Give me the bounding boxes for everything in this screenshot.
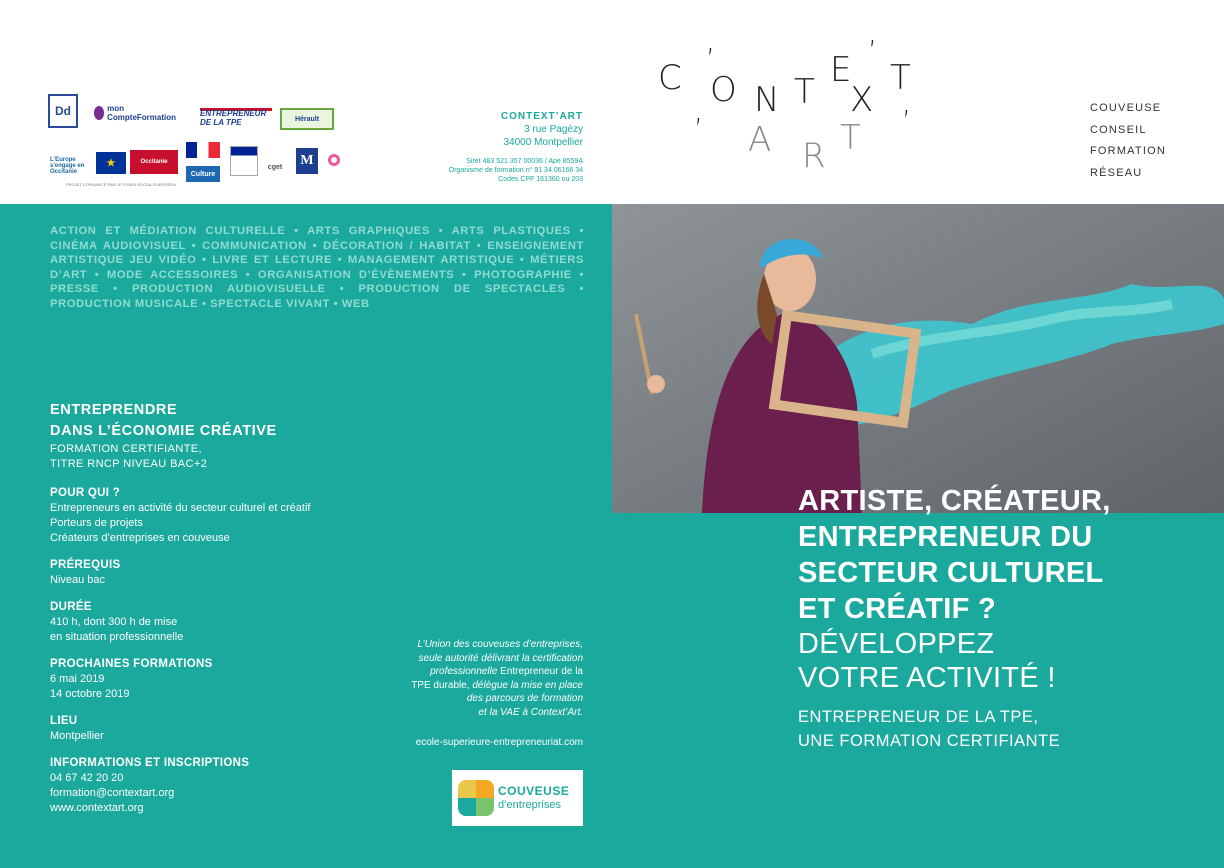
herault-logo: Hérault	[280, 108, 334, 130]
headline-line: ARTISTE, CRÉATEUR,	[798, 485, 1111, 517]
entrepreneur-tpe-logo: ENTREPRENEUR DE LA TPE	[200, 108, 272, 124]
logo-letter: R	[802, 136, 826, 176]
couveuse-logo	[452, 770, 583, 826]
sector-keywords: ACTION ET MÉDIATION CULTURELLE • ARTS GRAPHIQUES • ARTS PLASTIQUES • CINÉMA AUDIOVISUEL • COMMUNICATION • DÉCORATION / HABITAT • ENSEIGNEMENT ARTISTIQUE JEU VIDÉO • LIVRE ET LECTURE • MANAGEMENT ARTISTIQUE • MÉTIERS D’ART • MODE ACCESSOIRES • ORGANISATION D’ÉVÈNEMENTS • PHOTOGRAPHIE • PRESSE • PRODUCTION AUDIOVISUELLE • PRODUCTION DE SPECTACLES • PRODUCTION MUSICALE • SPECTACLE VIVANT • WEB	[50, 225, 584, 310]
contextart-logo	[654, 34, 924, 190]
headline-line: SECTEUR CULTUREL	[798, 557, 1104, 589]
union-statement	[360, 638, 583, 749]
union-line: L’Union des couveuses d’entreprises,	[417, 639, 583, 650]
logo-letter: N	[754, 80, 780, 120]
training-info	[50, 400, 370, 828]
lieu-section	[50, 714, 370, 744]
section-heading: LIEU	[50, 715, 78, 727]
service-item: COUVEUSE	[1090, 102, 1162, 114]
montpellier-metropole-icon	[328, 154, 340, 166]
union-website: ecole-superieure-entrepreneuriat.com	[415, 736, 583, 748]
headline-line: UNE FORMATION CERTIFIANTE	[798, 732, 1061, 750]
republique-francaise-logo	[186, 142, 220, 158]
headline-line: ET CRÉATIF ?	[798, 593, 996, 625]
header-band	[0, 0, 1224, 204]
artist-photo	[612, 204, 1224, 513]
section-text: 410 h, dont 300 h de mise	[50, 616, 178, 628]
service-item: CONSEIL	[1090, 123, 1147, 136]
logo-apostrophe: ’	[902, 104, 911, 137]
pour-qui-section	[50, 486, 370, 546]
prochaines-section	[50, 657, 370, 702]
codes-cpf: Codes CPF 161360 ou 203	[498, 176, 583, 183]
couveuse-line: COUVEUSE	[498, 784, 570, 798]
eu-flag-icon: ★	[96, 152, 126, 174]
section-text: Niveau bac	[50, 574, 106, 586]
section-text: en situation professionnelle	[50, 631, 184, 643]
session-date: 6 mai 2019	[50, 673, 105, 685]
couveuse-line: d’entreprises	[498, 799, 561, 811]
subtitle-line: FORMATION CERTIFIANTE,	[50, 443, 203, 455]
logo-letter: T	[840, 118, 861, 158]
headline-bold	[798, 483, 1198, 627]
compteformation-logo	[94, 102, 176, 124]
list-item: Créateurs d’entreprises en couveuse	[50, 532, 230, 544]
logo-apostrophe: ’	[706, 42, 715, 75]
legal-info	[449, 157, 583, 184]
service-item: FORMATION	[1090, 145, 1166, 157]
session-date: 14 octobre 2019	[50, 688, 130, 700]
union-line: professionnelle	[430, 666, 498, 678]
montpellier-logo: M	[296, 148, 318, 174]
service-item: RÉSEAU	[1090, 166, 1143, 179]
section-heading: POUR QUI ?	[50, 487, 121, 499]
logo-letter: O	[710, 70, 737, 110]
left-panel	[0, 204, 612, 868]
services-list	[1090, 98, 1166, 184]
address-block	[449, 110, 583, 184]
headline-line: VOTRE ACTIVITÉ !	[798, 662, 1056, 694]
logo-letter: A	[748, 120, 772, 160]
section-heading: PROCHAINES FORMATIONS	[50, 658, 213, 670]
headline-line: ENTREPRENEUR DU	[798, 521, 1093, 553]
section-heading: DURÉE	[50, 601, 92, 613]
section-heading: INFORMATIONS ET INSCRIPTIONS	[50, 757, 250, 769]
website: www.contextart.org	[50, 802, 144, 814]
contact-section	[50, 756, 370, 816]
headline-light	[798, 627, 1198, 695]
logo-letter: C	[658, 58, 682, 98]
org-name: CONTEXT’ART	[500, 111, 583, 122]
artist-hand	[647, 375, 665, 393]
city: 34000 Montpellier	[503, 137, 583, 148]
occitanie-logo: Occitanie	[130, 150, 178, 174]
union-line: des parcours de formation	[466, 693, 583, 705]
logo-letter: X	[850, 80, 874, 120]
logo-letter: E	[830, 50, 852, 90]
email: formation@contextart.org	[50, 787, 175, 799]
headline	[798, 483, 1198, 753]
list-item: Porteurs de projets	[50, 517, 143, 529]
phone: 04 67 42 20 20	[50, 772, 124, 784]
partner-logos	[44, 90, 344, 190]
section-text: Montpellier	[50, 730, 104, 742]
training-subtitle	[50, 442, 370, 472]
couveuse-text	[498, 784, 569, 812]
cpf-label: mon CompteFormation	[107, 104, 176, 122]
cget-logo: cget	[267, 163, 283, 171]
logo-letter: T	[794, 72, 815, 112]
section-heading: PRÉREQUIS	[50, 559, 121, 571]
siret: Siret 483 521 357 00036 / Ape 8559A	[466, 158, 583, 165]
headline-line: DÉVELOPPEZ	[798, 628, 995, 660]
union-line: délègue la mise en place	[469, 679, 583, 691]
logo-letter: T	[890, 58, 911, 98]
union-line: et la VAE à Context’Art.	[478, 706, 583, 718]
union-line: seule autorité délivrant la certification	[418, 652, 583, 664]
organisme: Organisme de formation n° 91 34 06166 34	[448, 167, 583, 174]
title-line: ENTREPRENDRE	[50, 402, 178, 418]
union-line: TPE durable,	[411, 679, 470, 691]
prerequis-section	[50, 558, 370, 588]
subtitle-line: TITRE RNCP NIVEAU BAC+2	[50, 458, 208, 470]
logo-apostrophe: ’	[694, 112, 703, 145]
title-line: DANS L’ÉCONOMIE CRÉATIVE	[50, 423, 277, 439]
ministere-logo	[230, 146, 258, 176]
union-line: Entrepreneur de la	[497, 666, 583, 678]
street: 3 rue Pagézy	[524, 124, 583, 135]
culture-logo: Culture	[186, 166, 220, 182]
headline-small	[798, 705, 1198, 753]
couveuse-icon	[458, 780, 494, 816]
duree-section	[50, 600, 370, 645]
headline-line: ENTREPRENEUR DE LA TPE,	[798, 708, 1039, 726]
datadock-logo: Dd	[48, 94, 78, 128]
europe-occitanie-logo: L'Europe s'engage en Occitanie	[50, 157, 85, 175]
logo-apostrophe: ’	[868, 34, 877, 67]
artist-illustration	[612, 204, 1224, 513]
list-item: Entrepreneurs en activité du secteur culturel et créatif	[50, 502, 311, 514]
fse-note: PROJET COFINANCÉ PAR LE FONDS SOCIAL EUROPÉEN	[66, 182, 176, 187]
cpf-icon	[94, 106, 104, 120]
training-title	[50, 400, 370, 442]
